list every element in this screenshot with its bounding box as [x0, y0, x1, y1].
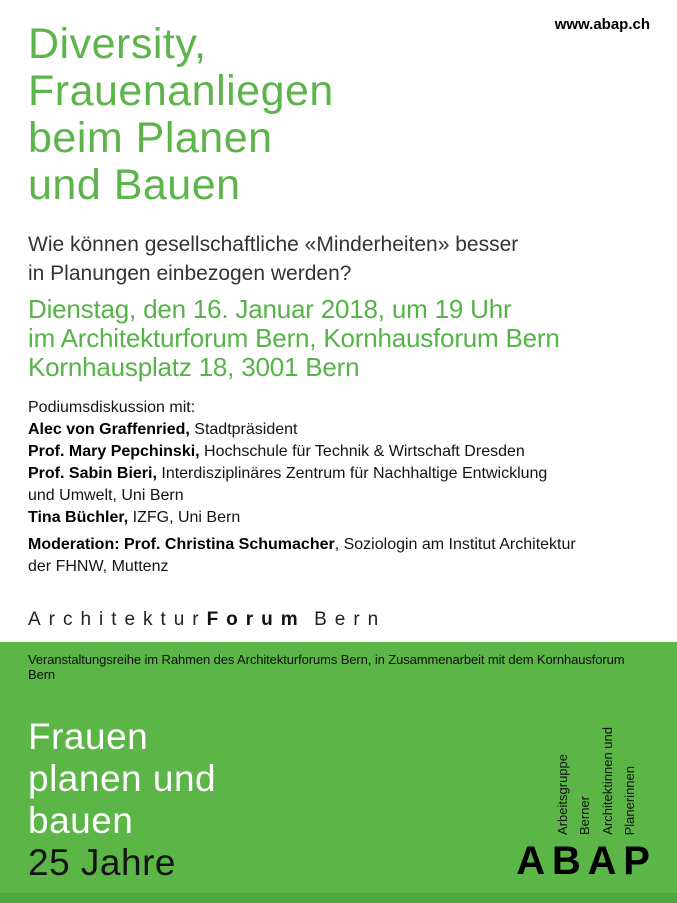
title-line: und Bauen	[28, 161, 241, 209]
panel-line: Podiumsdiskussion mit:	[28, 399, 196, 416]
title-line: Frauenanliegen	[28, 67, 334, 115]
title-line: Diversity,	[28, 20, 207, 68]
subtitle-line: in Planungen einbezogen werden?	[28, 261, 352, 285]
abap-acronym: ABAP	[516, 839, 657, 883]
anniversary-label: 25 Jahre	[28, 842, 176, 883]
website-url: www.abap.ch	[554, 16, 650, 33]
org-name-line: Planerinnen	[621, 765, 637, 835]
campaign-headline	[28, 716, 216, 884]
wordmark-forum: Forum	[206, 609, 306, 630]
panel-line: Prof. Mary Pepchinski, Hochschule für Technik & Wirtschaft Dresden	[28, 443, 525, 460]
title-line: beim Planen	[28, 114, 273, 162]
moderation-block	[28, 534, 576, 578]
event-address-line: Kornhausplatz 18, 3001 Bern	[28, 351, 360, 382]
org-name-line: Berner	[577, 795, 593, 835]
abap-org-name	[555, 727, 638, 835]
moderation-line: Moderation: Prof. Christina Schumacher, Soziologin am Institut Architektur	[28, 536, 576, 553]
panel-line: und Umwelt, Uni Bern	[28, 487, 184, 504]
headline-line: planen und	[28, 758, 217, 799]
wordmark-bern: Bern	[314, 609, 387, 630]
org-name-line: Arbeitsgruppe	[555, 754, 570, 835]
panel-line: Alec von Graffenried, Stadtpräsident	[28, 421, 298, 438]
subtitle-line: Wie können gesellschaftliche «Minderheiten» besser	[28, 233, 519, 256]
moderation-line: der FHNW, Muttenz	[28, 558, 169, 575]
headline-line: bauen	[28, 800, 134, 841]
wordmark-architektur: Architektur	[28, 609, 207, 630]
panel-line: Tina Büchler, IZFG, Uni Bern	[28, 509, 241, 526]
org-name-line: Architektinnen und	[599, 727, 615, 835]
event-date-line: Dienstag, den 16. Januar 2018, um 19 Uhr	[28, 294, 512, 324]
poster-subtitle	[28, 231, 518, 288]
panel-discussion	[28, 397, 576, 578]
bottom-edge	[0, 893, 677, 903]
poster-title	[28, 21, 334, 209]
event-details	[28, 295, 560, 381]
panel-line: Prof. Sabin Bieri, Interdisziplinäres Zentrum für Nachhaltige Entwicklung	[28, 465, 548, 482]
series-note: Veranstaltungsreihe im Rahmen des Architekturforums Bern, in Zusammenarbeit mit dem Kornhausforum Bern	[28, 652, 625, 682]
architekturforum-wordmark	[28, 609, 386, 631]
headline-line: Frauen	[28, 716, 149, 757]
event-venue-line: im Architekturforum Bern, Kornhausforum Bern	[28, 322, 560, 353]
abap-logo	[516, 727, 657, 883]
footer-section	[0, 642, 677, 903]
